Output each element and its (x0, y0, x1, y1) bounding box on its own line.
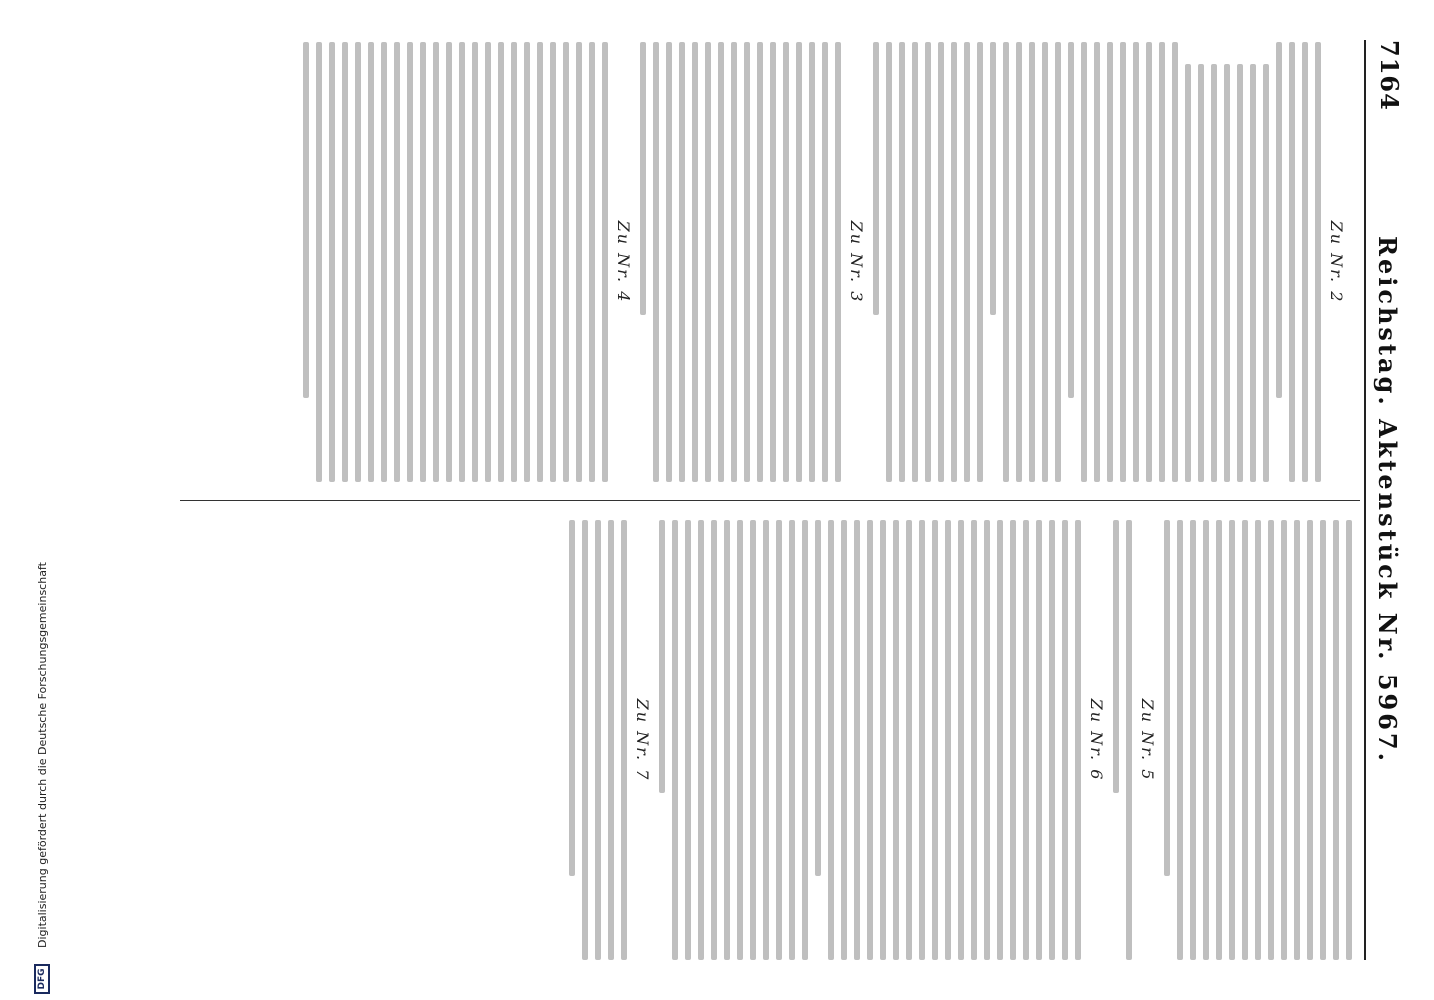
section-body (873, 42, 1321, 482)
section-body (1113, 520, 1132, 960)
section-heading: Zu Nr. 4 (614, 220, 633, 304)
section-body (659, 520, 1081, 960)
left-column (296, 42, 1352, 482)
page-number: 7164 (1375, 40, 1404, 111)
section-heading: Zu Nr. 3 (847, 220, 866, 304)
section-body (1164, 520, 1352, 960)
column-divider (180, 500, 1360, 501)
scanned-page (28, 0, 1434, 1000)
rotated-document-page (134, 0, 1434, 1000)
running-head: Reichstag. Aktenstück Nr. 5967. (1373, 236, 1402, 764)
section-heading: Zu Nr. 6 (1087, 698, 1106, 782)
section-heading: Zu Nr. 2 (1327, 220, 1346, 304)
page-header (1364, 40, 1404, 960)
section-heading: Zu Nr. 5 (1138, 698, 1157, 782)
credit-text: Digitalisierung gefördert durch die Deutsche Forschungsgemeinschaft (36, 562, 49, 948)
header-rule (1364, 40, 1366, 960)
right-column (562, 520, 1352, 960)
digitization-credit (28, 0, 56, 1000)
section-body (303, 42, 608, 482)
section-heading: Zu Nr. 7 (633, 698, 652, 782)
section-body (569, 520, 627, 960)
dfg-logo: DFG (34, 964, 50, 994)
section-body (640, 42, 841, 482)
